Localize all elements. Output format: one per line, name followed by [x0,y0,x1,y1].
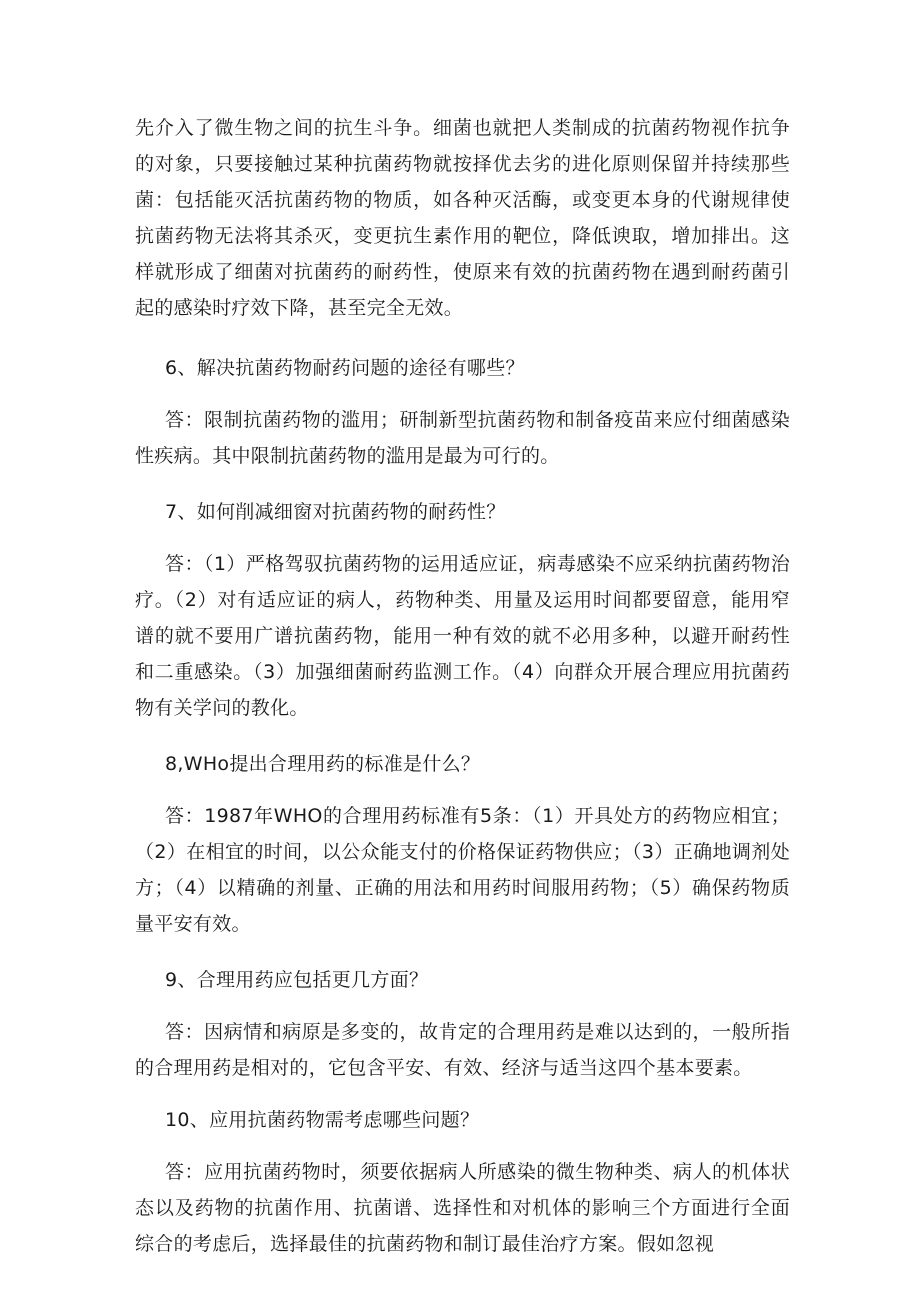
spacer [135,386,790,402]
question-8: 8,WHo提出合理用药的标准是什么？ [165,753,481,775]
answer-7: 答：（1）严格驾驭抗菌药物的运用适应证，病毒感染不应采纳抗菌药物治疗。（2）对有适应证的病人，药物种类、用量及运用时间都要留意，能用窄谱的就不要用广谱抗菌药物，能用一种有效的就不必用多种，以避开耐药性和二重感染。（3）加强细菌耐药监测工作。（4）向群众开展合理应用抗菌药物有关学问的教化。 [135,553,790,719]
spacer [135,326,790,350]
question-7: 7、如何削减细窗对抗菌药物的耐药性？ [165,501,506,523]
spacer [135,942,790,962]
question-9: 9、合理用药应包括更几方面？ [165,969,429,991]
intro-paragraph: 先介入了微生物之间的抗生斗争。细菌也就把人类制成的抗菌药物视作抗争的对象，只要接触过某种抗菌药物就按择优去劣的进化原则保留并持续那些菌：包括能灭活抗菌药物的物质，如各种灭活酶，或变更本身的代谢规律使抗菌药物无法将其杀灭，变更抗生素作用的靶位，降低谀取，增加排出。这样就形成了细菌对抗菌药的耐药性，使原来有效的抗菌药物在遇到耐药菌引起的感染时疗效下降，甚至完全无效。 [135,117,790,319]
spacer [135,1086,790,1102]
answer-8: 答：1987年WHO的合理用药标准有5条：（1）开具处方的药物应相宜；（2）在相宜的时间，以公众能支付的价格保证药物供应；（3）正确地调剂处方；（4）以精确的剂量、正确的用法和用药时间服用药物；（5）确保药物质量平安有效。 [135,805,790,935]
answer-6: 答：限制抗菌药物的滥用；研制新型抗菌药物和制备疫苗来应付细菌感染性疾病。其中限制抗菌药物的滥用是最为可行的。 [135,409,790,467]
spacer [135,726,790,746]
answer-9: 答：因病情和病原是多变的，故肯定的合理用药是难以达到的，一般所指的合理用药是相对的，它包含平安、有效、经济与适当这四个基本要素。 [135,1021,790,1079]
spacer [135,530,790,546]
spacer [135,1138,790,1154]
question-10: 10、应用抗菌药物需考虑哪些问题？ [165,1109,480,1131]
document-body [135,110,790,1262]
question-6: 6、解决抗菌药物耐药问题的途径有哪些？ [165,357,525,379]
spacer [135,782,790,798]
answer-10: 答：应用抗菌药物时，须要依据病人所感染的微生物种类、病人的机体状态以及药物的抗菌作用、抗菌谱、选择性和对机体的影响三个方面进行全面综合的考虑后，选择最佳的抗菌药物和制订最佳治疗方案。假如忽视 [135,1161,790,1255]
spacer [135,474,790,494]
spacer [135,998,790,1014]
